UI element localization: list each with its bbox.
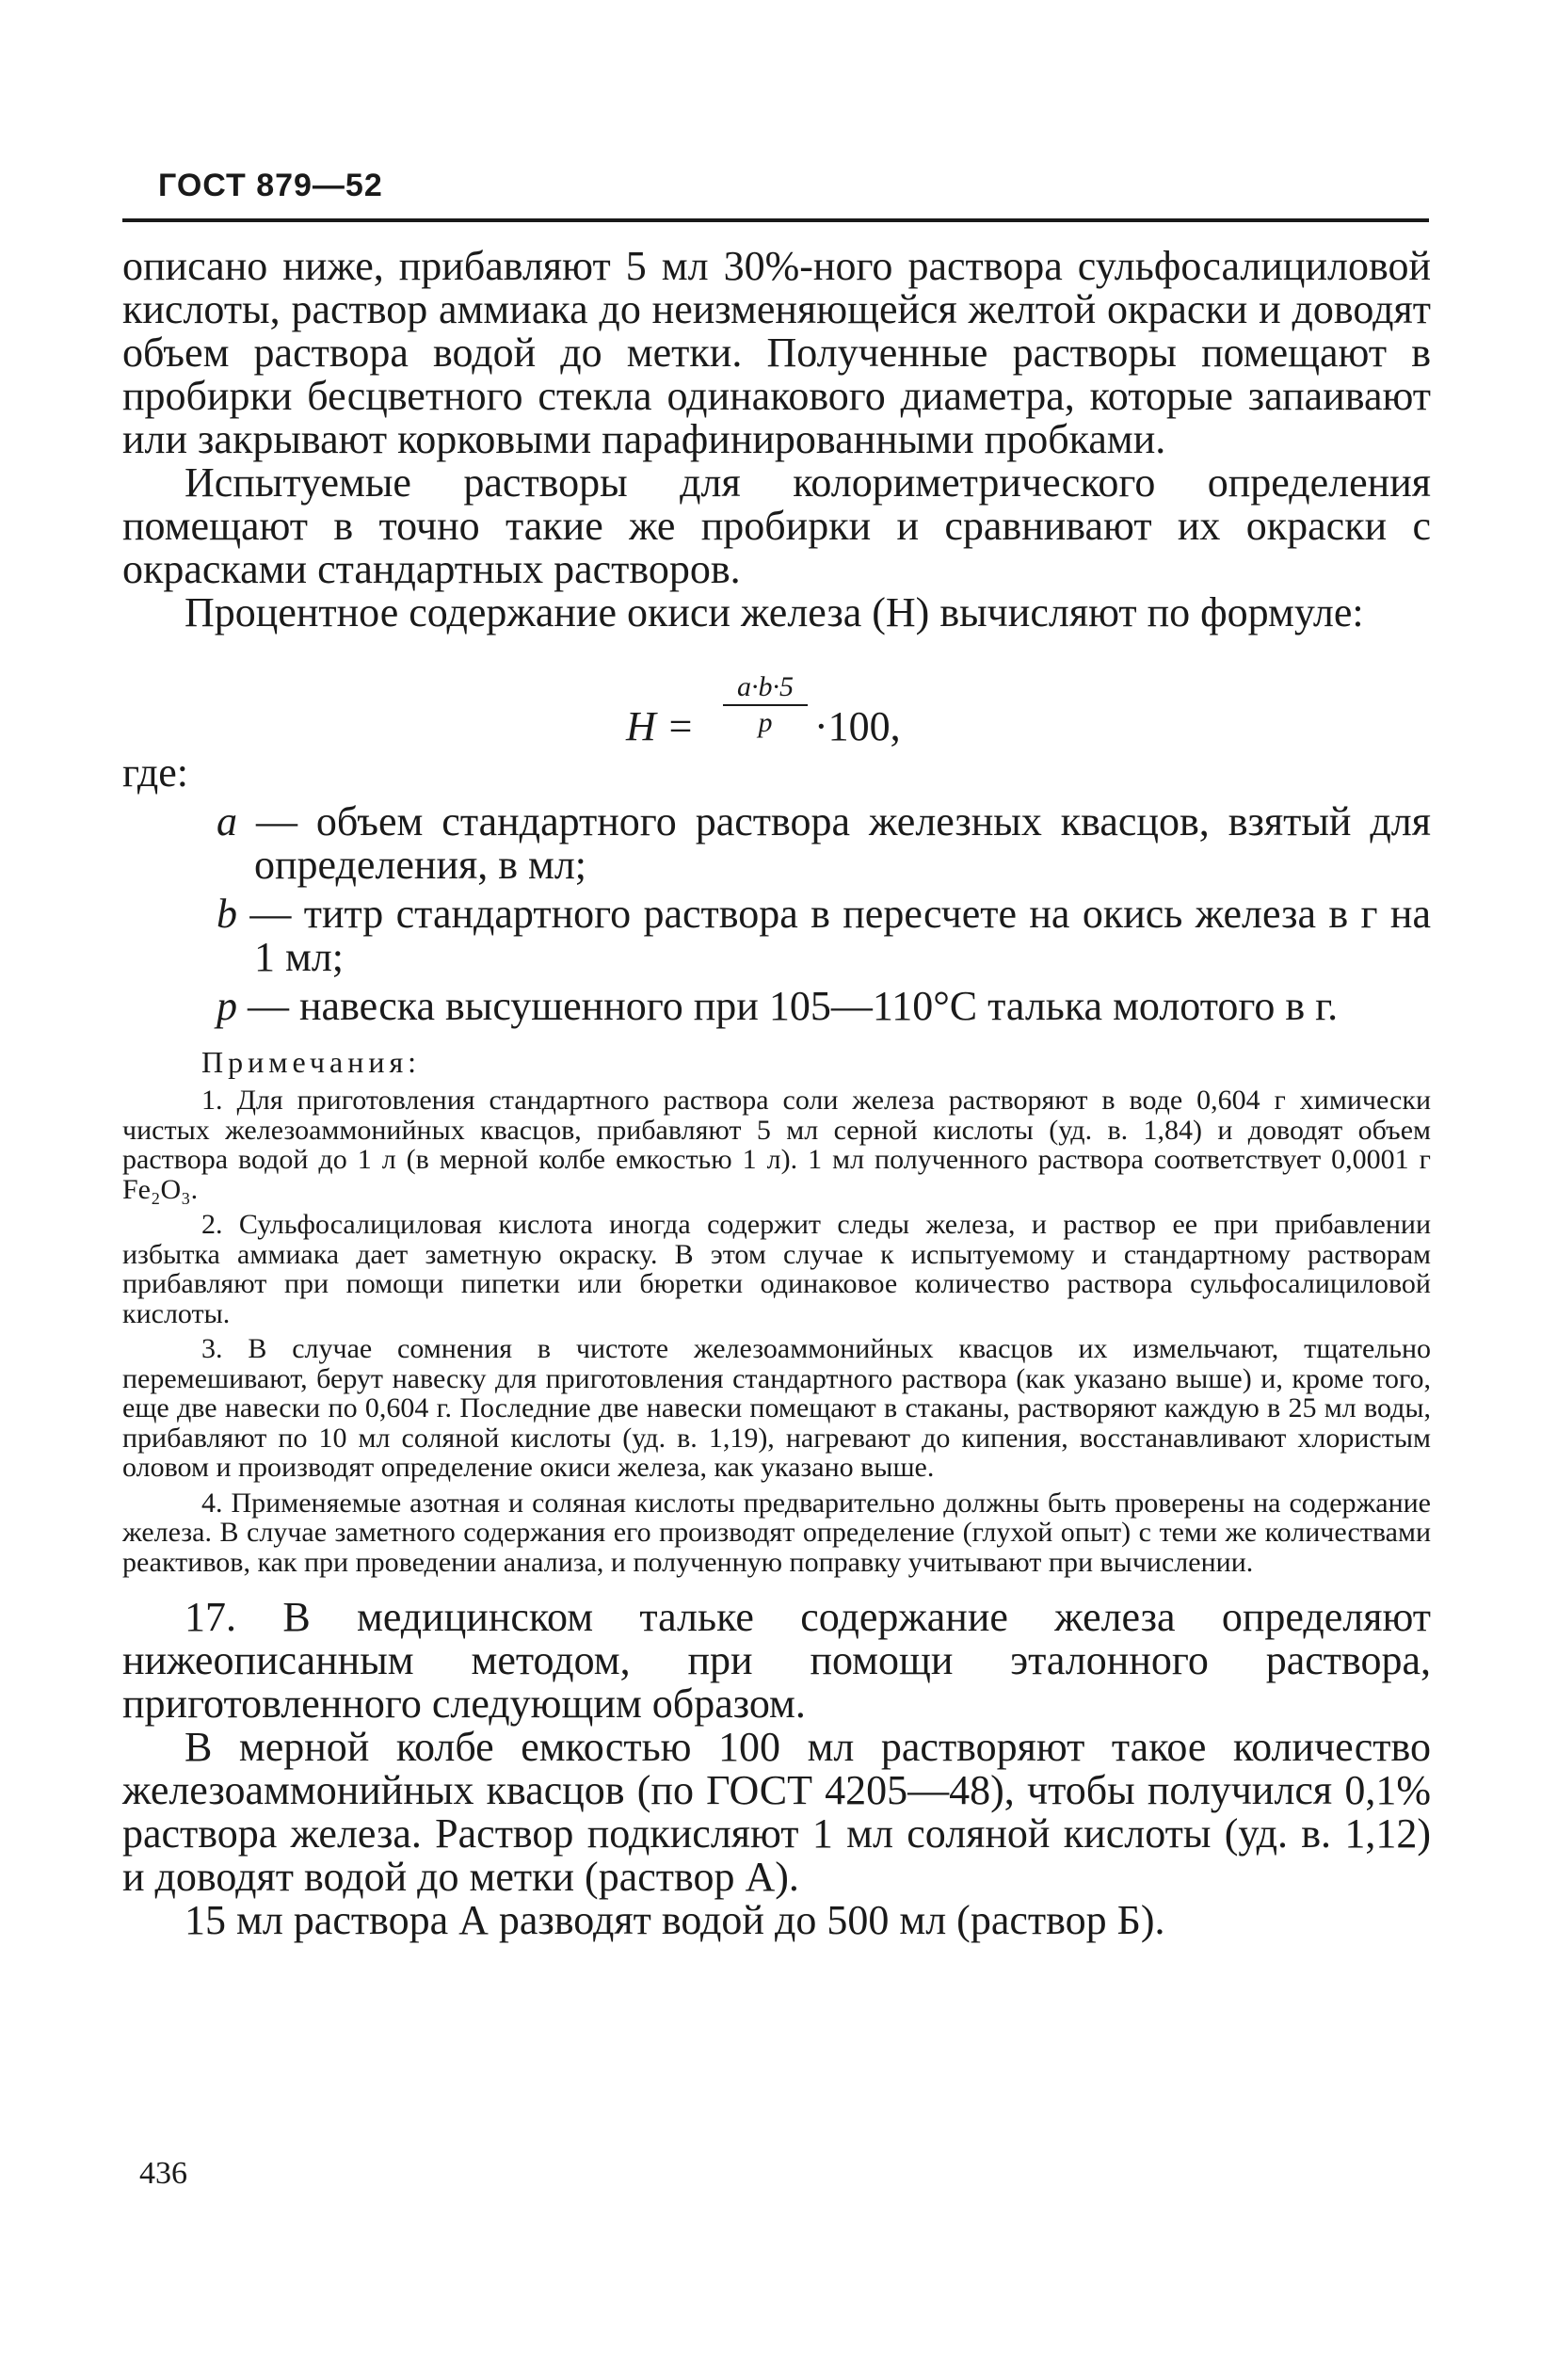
definition-symbol: b [217,891,237,937]
page-number: 436 [139,2156,187,2191]
note-3: 3. В случае сомнения в чистоте железоаммонийных квасцов их измельчают, тщательно перемешивают, берут навеску для приготовления стандартного раствора (как указано выше) и, кроме того, еще две навески по 0,604 г. Последние две навески помещают в стаканы, растворяют каждую в 25 мл воды, прибавляют по 10 мл соляной кислоты (уд. в. 1,19), нагревают до кипения, восстанавливают хлористым оловом и производят определение окиси железа, как указано выше. [122,1333,1431,1483]
note-2: 2. Сульфосалициловая кислота иногда содержит следы железа, и раствор ее при прибавлении избытка аммиака дает заметную окраску. В этом случае к испытуемому и стандартному растворам прибавляют при помощи пипетки или бюретки одинаковое количество раствора сульфосалициловой кислоты. [122,1209,1431,1329]
header-rule [122,218,1429,222]
where-label: где: [122,749,188,796]
formula-rhs: ·100, [814,703,901,749]
formula-fraction [723,672,808,738]
definition-p [122,985,1431,1028]
notes-title: Примечания: [201,1045,422,1079]
document-body [122,245,1431,1942]
definition-text: — объем стандартного раствора железных квасцов, взятый для определения, в мл; [237,798,1431,888]
note-1: 1. Для приготовления стандартного раствора соли железа растворяют в воде 0,604 г химически чистых железоаммонийных квасцов, прибавляют 5 мл серной кислоты (уд. в. 1,84) и доводят объем раствора водой до 1 л (в мерной колбе емкостью 1 л). 1 мл полученного раствора соответствует 0,0001 г Fe₂O₃. [122,1085,1431,1205]
formula-fraction-bar [723,704,808,706]
paragraph-dilution: 15 мл раствора А разводят водой до 500 мл (раствор Б). [185,1897,1165,1943]
definition-symbol: a [217,798,237,844]
formula-numerator: a·b·5 [737,671,794,702]
definition-text: — титр стандартного раствора в пересчете на окись железа в г на 1 мл; [237,891,1431,980]
formula-lhs: Н = [626,703,695,749]
definition-a [122,800,1431,887]
paragraph-percent-content: Процентное содержание окиси железа (Н) вычисляют по формуле: [185,589,1364,635]
paragraph-flask: В мерной колбе емкостью 100 мл растворяют такое количество железоаммонийных квасцов (по ГОСТ 4205—48), чтобы получился 0,1% раствора железа. Раствор подкисляют 1 мл соляной кислоты (уд. в. 1,12) и доводят водой до метки (раствор А). [122,1724,1431,1900]
document-header: ГОСТ 879—52 [158,168,383,203]
paragraph-continued: описано ниже, прибавляют 5 мл 30%-ного раствора сульфосалициловой кислоты, раствор аммиака до неизменяющейся желтой окраски и доводят объем раствора водой до метки. Полученные растворы помещают в пробирки бесцветного стекла одинакового диаметра, которые запаивают или закрывают корковыми парафинированными пробками. [122,243,1431,462]
spacer [122,1577,1431,1596]
paragraph-section-17: 17. В медицинском тальке содержание железа определяют нижеописанным методом, при помощи эталонного раствора, приготовленного следующим образом. [122,1594,1431,1727]
formula [122,655,1431,768]
definition-symbol: p [217,983,237,1029]
formula-denominator: p [758,707,773,738]
definition-b [122,892,1431,979]
definition-text: — навеска высушенного при 105—110°С талька молотого в г. [237,983,1339,1029]
note-4: 4. Применяемые азотная и соляная кислоты предварительно должны быть проверены на содержание железа. В случае заметного содержания его производят определение (глухой опыт) с теми же количествами реактивов, как при проведении анализа, и полученную поправку учитывают при вычислении. [122,1487,1431,1578]
paragraph-test-solutions: Испытуемые растворы для колориметрического определения помещают в точно такие же пробирки и сравнивают их окраски с окрасками стандартных растворов. [122,459,1431,592]
